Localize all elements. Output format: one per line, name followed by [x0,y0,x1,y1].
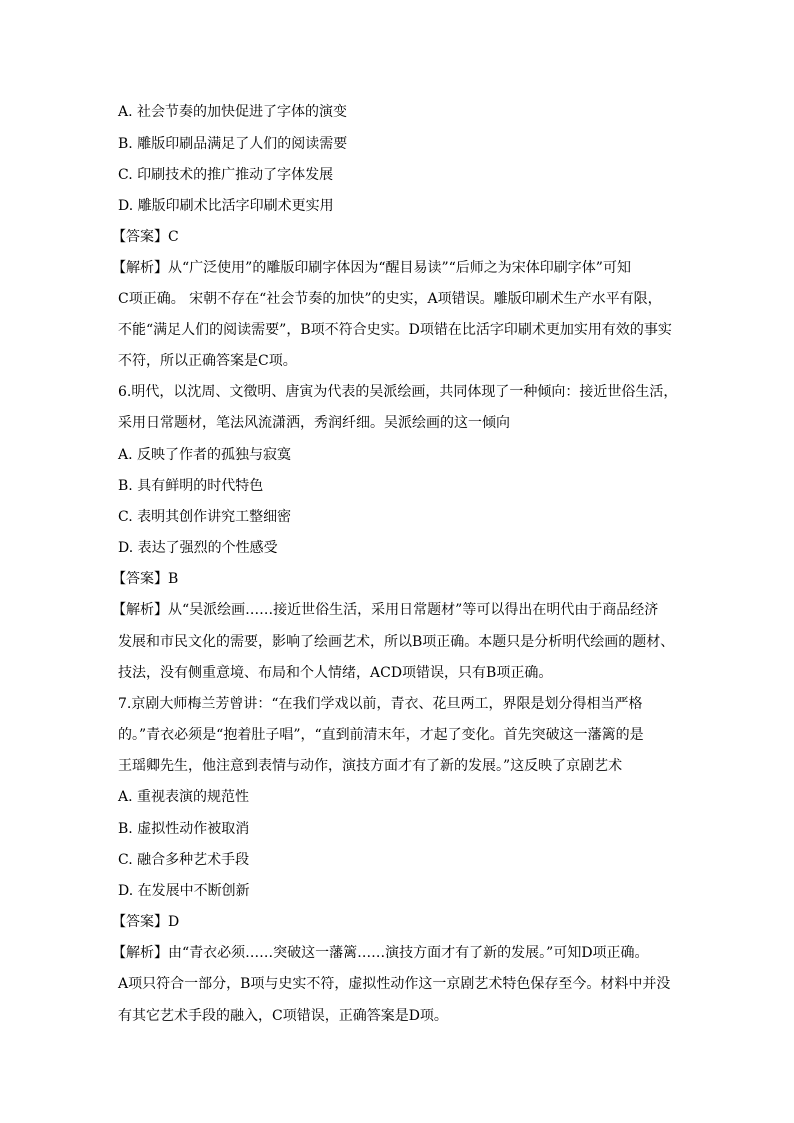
q7-option-b: B. 虚拟性动作被取消 [118,821,250,837]
q7-analysis-line-2: A项只符合一部分，B项与史实不符，虚拟性动作这一京剧艺术特色保存至今。材料中并没 [118,976,671,992]
q7-stem-line-3: 王瑶卿先生，他注意到表情与动作，演技方面才有了新的发展。”这反映了京剧艺术 [118,758,623,774]
q5-analysis-line-3: 不能“满足人们的阅读需要”，B项不符合史实。D项错在比活字印刷术更加实用有效的事实 [118,322,672,338]
q6-answer: 【答案】B [112,571,179,587]
q7-option-c: C. 融合多种艺术手段 [118,852,250,868]
q6-option-a: A. 反映了作者的孤独与寂寞 [118,447,292,463]
q6-stem-line-1: 6.明代，以沈周、文徵明、唐寅为代表的吴派绘画，共同体现了一种倾向：接近世俗生活， [118,384,678,400]
q6-stem-line-2: 采用日常题材，笔法风流潇洒，秀润纤细。吴派绘画的这一倾向 [118,415,510,431]
q6-analysis-line-2: 发展和市民文化的需要，影响了绘画艺术，所以B项正确。本题只是分析明代绘画的题材、 [118,634,675,650]
q7-stem-line-1: 7.京剧大师梅兰芳曾讲：“在我们学戏以前，青衣、花旦两工，界限是划分得相当严格 [118,696,643,712]
q5-option-c: C. 印刷技术的推广推动了字体发展 [118,167,334,183]
q5-answer: 【答案】C [112,229,179,245]
q7-answer: 【答案】D [112,914,180,930]
q7-option-d: D. 在发展中不断创新 [118,883,250,899]
q7-stem-line-2: 的。”青衣必须是“抱着肚子唱”，“直到前清末年，才起了变化。首先突破这一藩篱的是 [118,727,644,743]
q7-analysis-line-3: 有其它艺术手段的融入，C项错误，正确答案是D项。 [118,1008,448,1024]
q6-option-c: C. 表明其创作讲究工整细密 [118,509,292,525]
q5-option-d: D. 雕版印刷术比活字印刷术更实用 [118,198,334,214]
q6-option-d: D. 表达了强烈的个性感受 [118,540,278,556]
q6-analysis-line-3: 技法，没有侧重意境、布局和个人情绪，ACD项错误，只有B项正确。 [118,665,553,681]
q7-option-a: A. 重视表演的规范性 [118,789,250,805]
q6-analysis-line-1: 【解析】从“吴派绘画……接近世俗生活，采用日常题材”等可以得出在明代由于商品经济 [112,602,659,618]
q5-option-a: A. 社会节奏的加快促进了字体的演变 [118,104,348,120]
q5-analysis-line-1: 【解析】从“广泛使用”的雕版印刷字体因为“醒目易读”“后师之为宋体印刷字体”可知 [112,260,631,276]
q5-analysis-line-4: 不符，所以正确答案是C项。 [118,353,297,369]
q5-option-b: B. 雕版印刷品满足了人们的阅读需要 [118,136,348,152]
q5-analysis-line-2: C项正确。 宋朝不存在“社会节奏的加快”的史实，A项错误。雕版印刷术生产水平有限， [118,291,662,307]
q6-option-b: B. 具有鲜明的时代特色 [118,478,264,494]
q7-analysis-line-1: 【解析】由“青衣必须……突破这一藩篱……演技方面才有了新的发展。”可知D项正确。 [112,945,649,961]
